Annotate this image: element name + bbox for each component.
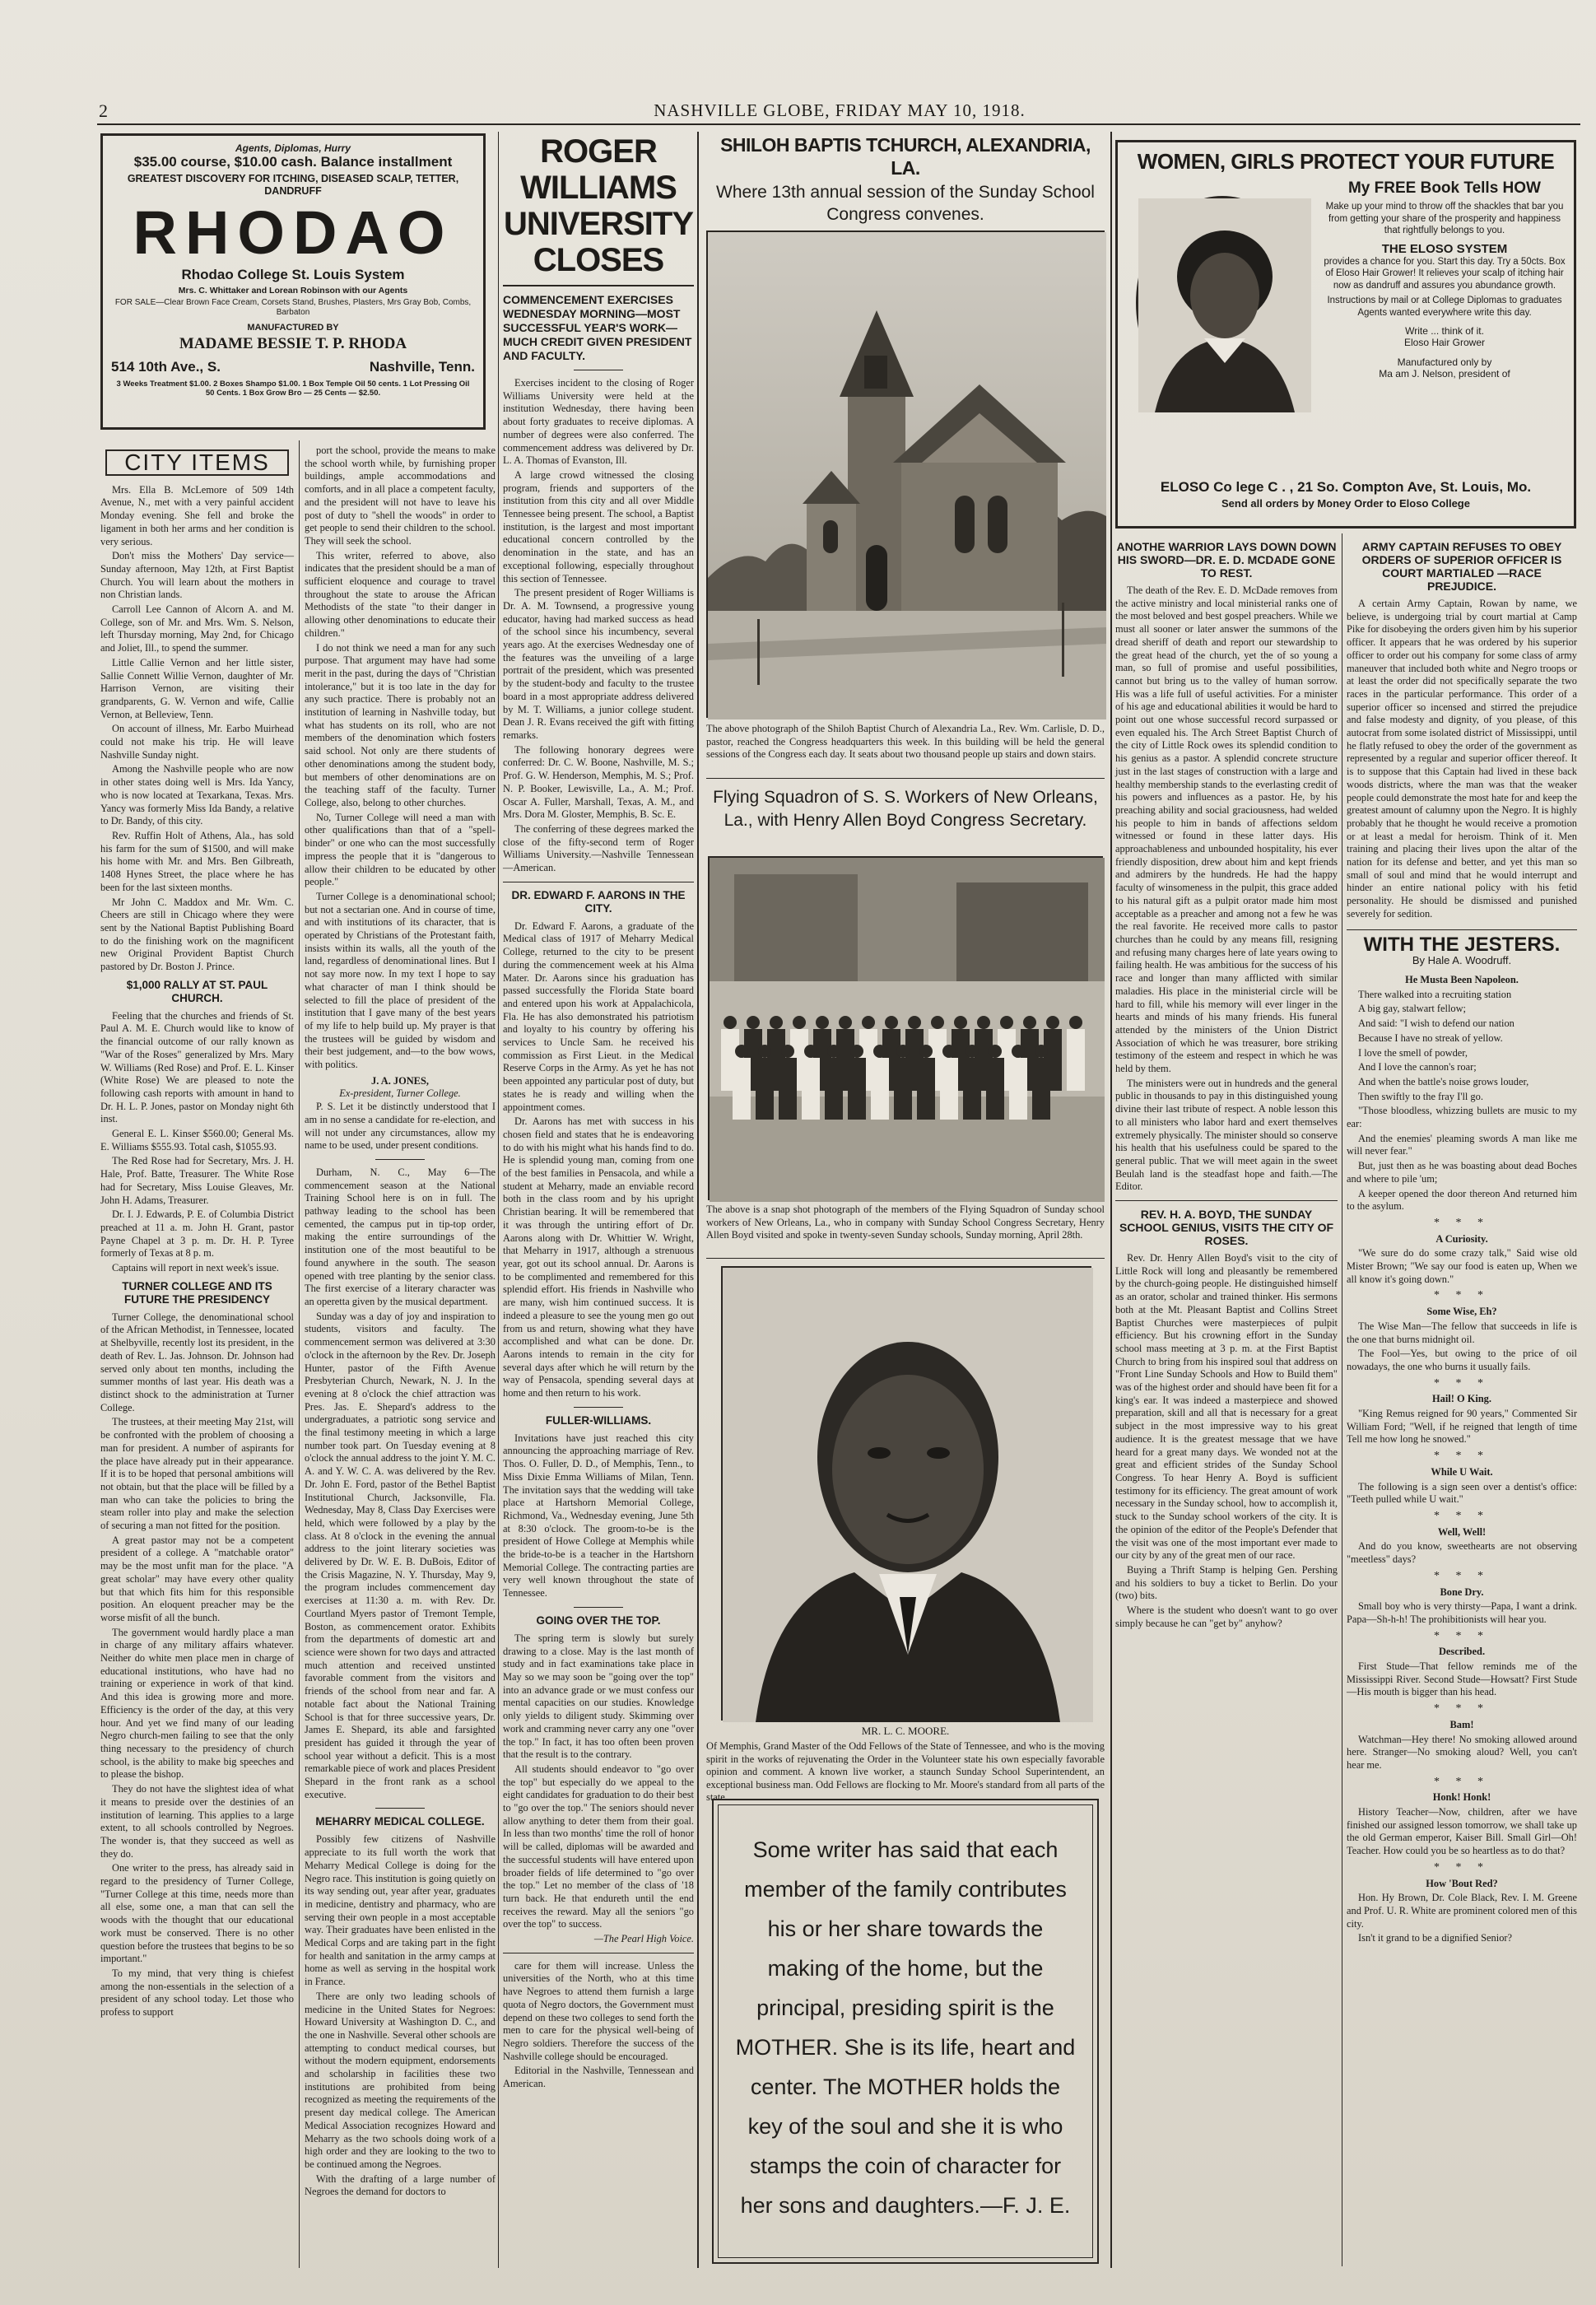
army-captain-paragraphs	[1347, 598, 1577, 921]
person-head	[908, 1016, 921, 1029]
jest-title: Bone Dry.	[1440, 1586, 1484, 1598]
eloso-body2: provides a chance for you. Start this day. Try a 50cts. Box of Eloso Hair Grower! It relieves your scalp of itching hair now as dandruff and assures you abundance growth.	[1324, 256, 1566, 291]
aarons-head: DR. EDWARD F. AARONS IN THE CITY.	[511, 888, 686, 915]
jesters-head: WITH THE JESTERS.	[1363, 933, 1561, 956]
paragraph: Editorial in the Nashville, Tennessean and American.	[503, 2065, 694, 2090]
person-head	[919, 1045, 933, 1058]
jest-line: There walked into a recruiting station	[1358, 988, 1512, 1000]
durham-paragraphs	[305, 1166, 496, 1801]
person-head	[1023, 1016, 1036, 1029]
paragraph: This writer, referred to above, also indicates that the president should be a man of sufficient eloquence and courage to travel throughout the state to arouse the African Methodists of the state "to their danger in allowing other denominations to educate their children."	[305, 549, 496, 639]
eloso-body1: Make up your mind to throw off the shackles that bar you from getting your share of the prosperity and happiness that rightfully belongs to you.	[1325, 202, 1564, 235]
paragraph: The trustees, at their meeting May 21st, will be confronted with the problem of choosing a man for president. A number of aspirants for the place have already put in their appearance. If it is to be hoped that personal ambitions will not obtain, but that the place will be filled by a man who can take the policies to bring the steam roller into play and make the selection of securing a man not fitted for the position.	[100, 1416, 294, 1532]
person-head	[1012, 1045, 1025, 1058]
paragraph: I do not think we need a man for any such purpose. That argument may have had some merit in the past, during the days of "Christian intolerance," but it is too late in the day for any such practice. There is probably not an institution of learning in Nashville today, but what has students on its roll, who are not members of the denomination which fosters said school. Not only are there students of other denominations among the student body, but members of other denominations are on the teaching staff of the faculty. Turner College, also, belong to other churches.	[305, 641, 496, 808]
turner-head: TURNER COLLEGE AND ITS FUTURE THE PRESIDENCY	[122, 1279, 272, 1306]
woman-portrait-illustration	[1138, 198, 1311, 412]
turner-paragraphs	[100, 1311, 294, 2019]
jest-line: "We sure do do some crazy talk," Said wise old Mister Brown; "We say our food is eaten up, When we all know it's going down."	[1347, 1247, 1577, 1285]
rhodao-college: Rhodao College St. Louis System	[181, 266, 405, 282]
jest-line: "King Remus reigned for 90 years," Commented Sir William Ford; "Well, if he reigned that length of time Tell me how long he snowed."	[1347, 1408, 1577, 1446]
page-number: 2	[99, 100, 109, 121]
eloso-mfg: Manufactured only by	[1397, 356, 1492, 368]
person-head	[931, 1016, 944, 1029]
shiloh-caption: The above photograph of the Shiloh Baptist Church of Alexandria La., Rev. Wm. Carlisle, D. D., pastor, reached the Congress headquarters this week. In this building will be held the general sessions of the Congress each day. It seats about two thousand people up stairs and down stairs.	[706, 723, 1105, 760]
jest-line: But, just then as he was boasting about dead Boches and where to pile 'um;	[1347, 1160, 1577, 1185]
squadron-photo	[708, 856, 1103, 1200]
paragraph: A large crowd witnessed the closing program, friends and supporters of the institution from this city and all over Middle Tennessee being present. The school, a Baptist institution, is the largest and most important educational concern controlled by the denomination in the state, and has an exceptional following, especially throughout this section of Tennessee.	[503, 468, 694, 584]
rhodao-prices: 3 Weeks Treatment $1.00. 2 Boxes Shampo $1.00. 1 Box Temple Oil 50 cents. 1 Lot Pressing Oil 50 Cents. 1 Box Grow Bro — 25 Cents — $2.50.	[116, 379, 470, 398]
roger-williams-deck: COMMENCEMENT EXERCISES WEDNESDAY MORNING—MOST SUCCESSFUL YEAR'S WORK—MUCH CREDIT GIVEN PRESIDENT AND FACULTY.	[503, 293, 692, 362]
person-body	[940, 1058, 958, 1120]
paragraph: Among the Nashville people who are now in other states doing well is Mrs. Ida Yancy, who is now located at Texarkana, Texas. Mrs. Yancy was formerly Miss Ida Bandy, a relative to Dr. Bandy, of this city.	[100, 763, 294, 827]
jest-line: Because I have no streak of yellow.	[1358, 1031, 1503, 1044]
meharry-head: MEHARRY MEDICAL COLLEGE.	[315, 1815, 485, 1828]
person-head	[885, 1016, 898, 1029]
jest-line: And when the battle's noise grows louder,	[1358, 1075, 1529, 1087]
rally-head: $1,000 RALLY AT ST. PAUL CHURCH.	[126, 978, 268, 1004]
rhodao-manufactured: MANUFACTURED BY	[247, 322, 339, 333]
column-rule	[697, 132, 699, 2268]
separator-stars: * * *	[1434, 1216, 1490, 1229]
paragraph: Don't miss the Mothers' Day service—Sunday afternoon, May 12th, at First Baptist Church. You will learn about the mothers in non Christian lands.	[100, 550, 294, 601]
paragraph: General E. L. Kinser $560.00; General Ms. E. Williams $555.93. Total cash, $1055.93.	[100, 1128, 294, 1152]
fuller-williams-head: FULLER-WILLIAMS.	[545, 1413, 652, 1427]
person-head	[793, 1016, 806, 1029]
jest-line: I love the smell of powder,	[1358, 1046, 1468, 1059]
person-head	[770, 1016, 783, 1029]
paragraph: The ministers were out in hundreds and the general public in thousands to pay in this distinguished young divine their last tribute of respect. A noble lesson this to all ministers who labor hard and exert themselves extremely physically. The minister should so conserve his health that his usefulness could be spared to the general public. That we will meet again in the sweet Beulah land is the steadfast hope and faith.—The Editor.	[1115, 1077, 1338, 1193]
meharry-paragraphs	[305, 1833, 496, 2199]
separator-stars: * * *	[1434, 1569, 1490, 1582]
paragraph: To my mind, that very thing is chiefest among the non-essentials in the selection of a president of any school today. Let those who profess to support	[100, 1967, 294, 2019]
paragraph: There are only two leading schools of medicine in the United States for Negroes: Howard University at Washington D. C., and the one in Nashville. Several other schools are attempting to conduct medical courses, but without the modern equipment, endorsements and scholarship in facilities these two institutions are prohibited from being recognized as meeting the requirements of the present day medical college. The American Medical Association recognizes Howard and Meharry as the two schools doing work of a high order and they are looking to the two to be continued among the Negroes.	[305, 1990, 496, 2170]
person-body	[848, 1058, 866, 1120]
jest-title: Hail! O King.	[1432, 1393, 1491, 1405]
paragraph: A great pastor may not be a competent president of a college. A "matchable orator" may be the most unfit man for the place. "A great scholar" may have every other quality but that which fits him for this responsible position. An eloquent preacher may be the worse misfit of all the bunch.	[100, 1534, 294, 1623]
eloso-product: Eloso Hair Grower	[1403, 337, 1486, 348]
boyd-head: REV. H. A. BOYD, THE SUNDAY SCHOOL GENIUS, VISITS THE CITY OF ROSES.	[1119, 1208, 1334, 1248]
jest-line: Watchman—Hey there! No smoking allowed around here. Stranger—No smoking aloud? Well, you can't hear me.	[1347, 1733, 1577, 1771]
paragraph: port the school, provide the means to make the school worth while, by furnishing proper buildings, ample accommodations and comforts, and in all place a competent faculty, and the president will not have to leave his post of duty to "shell the woods" in order to get people to send their children to the school. They will seek the school.	[305, 445, 496, 547]
jest-line: The Fool—Yes, but owing to the price of oil nowadays, the one who burns it usually fails.	[1347, 1348, 1577, 1372]
paragraph: Mrs. Ella B. McLemore of 509 14th Avenue, N., met with a very painful accident Monday evening. She fell and broke the ligament in both her arms and her condition is very serious.	[100, 483, 294, 547]
paragraph: Dr. I. J. Edwards, P. E. of Columbia District preached at 11 a. m. John H. Grant, pastor Payne Chapel at 3 p. m. Dr. H. P. Tyree formerly of Texas at 8 p. m.	[100, 1208, 294, 1260]
jest-title: While U Wait.	[1431, 1465, 1493, 1478]
rhodao-address: 514 10th Ave., S.	[111, 358, 221, 375]
paragraph: No, Turner College will need a man with other qualifications than that of a "spell-binder" or one who can the most successfully impress the people that it is "dangerous to allow their children to be educated by other people."	[305, 811, 496, 888]
paragraph: The conferring of these degrees marked the close of the fifty-second term of Roger Williams University.—Nashville Tennessean—American.	[503, 822, 694, 874]
rhodao-maker: MADAME BESSIE T. P. RHODA	[179, 334, 407, 352]
jones-signature: J. A. JONES,	[371, 1074, 429, 1087]
eloso-portrait	[1136, 196, 1309, 410]
column-rule	[1110, 132, 1112, 2268]
rhodao-for-sale: FOR SALE—Clear Brown Face Cream, Corsets Stand, Brushes, Plasters, Mrs Gray Bob, Combs, Barbaton	[114, 297, 472, 317]
person-head	[862, 1016, 875, 1029]
person-body	[756, 1058, 774, 1120]
city-items-paragraphs	[100, 484, 294, 974]
masthead	[99, 100, 1580, 130]
person-head	[1046, 1016, 1059, 1029]
person-head	[977, 1016, 990, 1029]
person-head	[989, 1045, 1002, 1058]
jest-title: Well, Well!	[1437, 1525, 1487, 1538]
rhodao-brand: RHODAO	[133, 198, 454, 267]
shiloh-header	[704, 133, 1107, 226]
paragraph: Where is the student who doesn't want to go over simply because he can "get by" anyhow?	[1115, 1604, 1338, 1629]
person-body	[802, 1058, 820, 1120]
moore-caption: Of Memphis, Grand Master of the Odd Fellows of the State of Tennessee, and who is the moving spirit in the works of rejuvenating the Order in the Volunteer state his own especially favorable opinion and comment. A known live worker, a staunch Sunday School Superintendent, an exceptional business man. Odd Fellows are flocking to Mr. Moore's standard from all parts of the state.	[706, 1740, 1105, 1803]
jest-line: Then swiftly to the fray I'll go.	[1358, 1090, 1483, 1102]
eloso-write: Write ... think of it.	[1405, 325, 1484, 337]
paragraph: One writer to the press, has already said in regard to the presidency of Turner College, "Turner College at this time, needs more than all else, some one, a man that can sell the woods with the thought that our educational work must be conserved. There is no other question before the trustees that begins to be so important."	[100, 1862, 294, 1965]
separator-stars: * * *	[1434, 1510, 1490, 1522]
mcdade-head: ANOTHE WARRIOR LAYS DOWN DOWN HIS SWORD—DR. E. D. MCDADE GONE TO REST.	[1116, 540, 1337, 580]
paragraph: Little Callie Vernon and her little sister, Sallie Connett Willie Vernon, daughter of Mr. Harrison Vernon, are visiting their grandparents, G. W. Vernon and wife, Callie Vernon, at Belleview, Tenn.	[100, 656, 294, 720]
person-body	[779, 1058, 797, 1120]
person-body	[825, 1058, 843, 1120]
boyd-paragraphs	[1115, 1252, 1338, 1630]
person-body	[733, 1058, 751, 1120]
eloso-body3: Instructions by mail or at College Diplomas to graduates Agents wanted everywhere write this day.	[1327, 296, 1562, 318]
shiloh-church-photo	[706, 230, 1105, 718]
squadron-caption: The above is a snap shot photograph of the members of the Flying Squadron of Sunday school workers of New Orleans, La., who in company with Sunday School Congress Secretary, Henry Allen Boyd visited and spoke in twenty-seven Sunday schools, Sunday morning, April 28th.	[706, 1204, 1105, 1241]
column-army-jesters	[1347, 535, 1577, 2264]
person-head	[724, 1016, 737, 1029]
paragraph: Carroll Lee Cannon of Alcorn A. and M. College, son of Mr. and Mrs. Wm. S. Nelson, left Thursday morning, May 2nd, for Chicago and Joliet, Ill., to spend the summer.	[100, 603, 294, 654]
person-head	[735, 1045, 748, 1058]
paragraph: Feeling that the churches and friends of St. Paul A. M. E. Church would like to know of the financial outcome of our rally known as "War of the Roses" generalized by Mrs. Mary W. Williams (Red Rose) and Prof. E. L. Kinser (White Rose) We are pleased to note the following cash reports with amount in hand to Dr. H. L. P. Jones, pastor on Monday night 6th inst.	[100, 1009, 294, 1125]
person-head	[954, 1016, 967, 1029]
paragraph: The Red Rose had for Secretary, Mrs. J. H. Hale, Prof. Batte, Treasurer. The White Rose had for Secretary, Miss Louise Gleaves, Mr. John H. Adams, Treasurer.	[100, 1155, 294, 1206]
paragraph: The spring term is slowly but surely drawing to a close. May is the last month of study and in fact examinations take place in May so we may soon be "going over the top" into an advance grade or we must confess our mental capacities on our studies. Knowledge only yields to diligent study. Skimming over work and cramming never carry any one "over the top." In fact, it has too often been proven that the result is to the contrary.	[503, 1632, 694, 1761]
person-body	[894, 1058, 912, 1120]
rhodao-city: Nashville, Tenn.	[369, 358, 475, 375]
jest-line: And said: "I wish to defend our nation	[1358, 1017, 1515, 1030]
column-roger-williams	[503, 133, 694, 2265]
jest-line: Small boy who is very thirsty—Papa, I want a drink. Papa—Sh-h-h! The prohibitionists will hear you.	[1347, 1600, 1577, 1625]
person-body	[963, 1058, 981, 1120]
paragraph: All students should endeavor to "go over the top" but especially do we appeal to the eight candidates for graduation to do their best to "go over the top." The seniors should never allow anything to deter them from their goal. In less than two months' time the roll of honor will be called, diplomas will be awarded and the successful students will have entered upon broader fields of life determined to "go over the top." Let no member of the class of '18 turn back. He that endureth until the end receives the reward. May all the seniors "go over the top" to success.	[503, 1763, 694, 1930]
person-body	[1009, 1058, 1027, 1120]
separator-stars: * * *	[1434, 1860, 1490, 1874]
jest-title: A Curiosity.	[1435, 1232, 1488, 1245]
shiloh-subhead: Where 13th annual session of the Sunday School Congress convenes.	[716, 183, 1095, 224]
mother-quote: Some writer has said that each member of the family contributes his or her share towards the making of the home, but the principal, presiding spirit is the MOTHER. She is its life, heart and center. The MOTHER holds the key of the soul and she it is who stamps the coin of character for her sons and daughters.—F. J. E.	[735, 1837, 1076, 2218]
person-head	[873, 1045, 886, 1058]
eloso-mfg-name: Ma am J. Nelson, president of	[1379, 368, 1510, 380]
paragraph: A certain Army Captain, Rowan by name, we believe, is undergoing trial by court martial at Camp Pike for disobeying the orders given him by his superior officer. It appears that he was ordered by his superior officer to order out his company for some class of army maneuver that included both white and Negro troops or at least the order did not specifically separate the two races in the particular performance. This order of a superior officer so incensed and stirred the prejudice and false modesty and dignity, of you please, of this autocrat from some isolated district of Mississippi, until he flatly refused to obey the order of the government as represented by a regular and superior officer thereof. It is to suppose that this Captain had lived in these back woods districts, where the man was that the weaker people could demonstrate the most hate for and keep the greatest amount of calumny upon the Negro. It is highly probably that he thought he would receive a promotion or at least a medal for heroism. Think of it. Men training and placing their lives upon the altar of the nation for its defense and better, and yet this man so small of soul and mind that he would interrupt and hinder an entire national policy with his fetid personality. He should be dismissed and punished severely for sedition.	[1347, 598, 1577, 920]
jones-postscript: P. S. Let it be distinctly understood that I am in no sense a candidate for re-election, and will not under any circumstances, allow my name to be used, under present conditions.	[305, 1101, 496, 1152]
jest-line: "Those bloodless, whizzing bullets are music to my ear:	[1347, 1105, 1577, 1130]
person-head	[804, 1045, 817, 1058]
paragraph: Turner College, the denominational school of the African Methodist, in Tennessee, located at Shelbyville, recently lost its president, in the death of Rev. L. Jas. Johnson. Dr. Johnson had served only about ten months, including the summer months of last year. His death was a distinct shock to the administration at Turner College.	[100, 1311, 294, 1413]
person-head	[816, 1016, 829, 1029]
paragraph: Possibly few citizens of Nashville appreciate to its full worth the work that Meharry Medical College is doing for the Negro race. This institution is going quietly on its way sending out, year after year, graduates in medicine, dentistry and pharmacy, who are serving their own people in a most acceptable way. Their graduates have been enlisted in the Medical Corps and are taking part in the fight for health and sanitation in the army camps at home as well as serving in the hospital work in France.	[305, 1833, 496, 1988]
jesters-byline: By Hale A. Woodruff.	[1412, 954, 1512, 967]
jest-title: He Musta Been Napoleon.	[1405, 973, 1519, 985]
jest-line: A big gay, stalwart fellow;	[1358, 1003, 1466, 1015]
jest-line: The following is a sign seen over a dentist's office: "Teeth pulled while U wait."	[1347, 1480, 1577, 1506]
separator-stars: * * *	[1434, 1629, 1490, 1642]
column-rule	[498, 132, 499, 2268]
jest-line: First Stude—That fellow reminds me of the Mississippi River. Second Stude—Howsatt? First Stude—His mouth is bigger than his head.	[1347, 1660, 1577, 1698]
group-illustration	[710, 858, 1105, 1202]
person-head	[1035, 1045, 1048, 1058]
masthead-title: NASHVILLE GLOBE, FRIDAY MAY 10, 1918.	[654, 100, 1026, 120]
separator-stars: * * *	[1434, 1775, 1490, 1788]
jesters-items	[1347, 974, 1577, 1945]
column-turner-meharry	[305, 445, 496, 2264]
paragraph: The government would hardly place a man in charge of any military affairs whatever. Neither do white men place men in charge of educational institutions, who have had no training or experience in work of that kind. And this idea is growing more and more. Efficiency is the order of the day, at this very hour. And yet we find many of our leading Negro church-men failing to see that the only thing necessary to the presidency of church school, is the ability to make big speeches and to please the bishop.	[100, 1626, 294, 1781]
city-items-header: CITY ITEMS	[105, 449, 289, 476]
jest-title: Honk! Honk!	[1432, 1791, 1491, 1804]
aarons-paragraphs	[503, 920, 694, 1400]
person-head	[850, 1045, 863, 1058]
jest-title: Described.	[1438, 1646, 1486, 1658]
paragraph: Durham, N. C., May 6—The commencement season at the National Training School here is on in full. The pathway leading to the school has been cemented, the campus put in tip-top order, making the entire surroundings of the institution one of the most beautiful to be found anywhere in the south. The season opened with tree planting by the senior class. The first exercise of a literary character was an operetta given by the musical department.	[305, 1166, 496, 1307]
squadron-head: Flying Squadron of S. S. Workers of New Orleans, La., with Henry Allen Boyd Congress Secretary.	[713, 788, 1098, 830]
person-body	[986, 1058, 1004, 1120]
jest-line: And do you know, sweethearts are not observing "meetless" days?	[1347, 1540, 1577, 1566]
eloso-college: ELOSO Co lege C . , 21 So. Compton Ave, St. Louis, Mo.	[1160, 479, 1532, 495]
jest-title: How 'Bout Red?	[1426, 1877, 1498, 1889]
person-head	[747, 1016, 760, 1029]
going-over-head: GOING OVER THE TOP.	[536, 1614, 661, 1627]
person-body	[1067, 1029, 1085, 1091]
rally-paragraphs	[100, 1010, 294, 1275]
person-body	[917, 1058, 935, 1120]
jest-title: Bam!	[1449, 1718, 1474, 1730]
jones-title: Ex-president, Turner College.	[339, 1087, 461, 1100]
army-captain-head: ARMY CAPTAIN REFUSES TO OBEY ORDERS OF SUPERIOR OFFICER IS COURT MARTIALED —RACE PREJUDICE.	[1361, 540, 1562, 593]
roger-williams-headline: ROGER WILLIAMS UNIVERSITY CLOSES	[503, 133, 694, 278]
meharry-continued	[503, 1960, 694, 2091]
person-body	[1032, 1058, 1050, 1120]
jest-line: History Teacher—Now, children, after we have finished our assigned lesson tomorrow, we shall take up the old German emperor, Kaiser Bill. Small Girl—Oh! Teacher. How could you be so heartless as to do that?	[1347, 1806, 1577, 1857]
paragraph: Captains will report in next week's issue.	[112, 1262, 279, 1274]
rhodao-agents-note: Mrs. C. Whittaker and Lorean Robinson with our Agents	[178, 286, 408, 296]
jest-line: And the enemies' pleaming swords A man like me will never fear."	[1347, 1132, 1577, 1157]
person-head	[1000, 1016, 1013, 1029]
person-head	[896, 1045, 910, 1058]
jest-line: Isn't it grand to be a dignified Senior?	[1358, 1932, 1513, 1944]
person-head	[1069, 1016, 1082, 1029]
paragraph: Dr. Edward F. Aarons, a graduate of the Medical class of 1917 of Meharry Medical College, returned to the city to be present during the commencement week at his Alma Mater. Dr. Aarons since his graduation has passed successfully the Florida State board and entered upon his work at Appalachicola, Fla. He has also demonstrated his patriotism and loyalty to his country by offering his services to Uncle Sam. he received his commission as First Lieut. in the Medical Reserve Corps in the Army. As yet he has not been appointed any particular post of duty, but states he is ready and willing when the appointment comes.	[503, 920, 694, 1113]
eloso-send: Send all orders by Money Order to Eloso College	[1221, 497, 1470, 510]
eloso-system: THE ELOSO SYSTEM	[1381, 241, 1508, 256]
masthead-rule	[97, 123, 1580, 125]
rhodao-ad	[100, 133, 486, 430]
paragraph: They do not have the slightest idea of what it means to preside over the destinies of an institution of learning. This applies to a large extent, to all schools controlled by Negroes. The wonder is, that they succeed as well as they do.	[100, 1783, 294, 1860]
eloso-headline: WOMEN, GIRLS PROTECT YOUR FUTURE	[1137, 149, 1555, 174]
paragraph: Exercises incident to the closing of Roger Williams University were held at the institution Wednesday, there having been about forty graduates to receive diplomas. A number of degrees were also conferred. The commencement address was delivered by Dr. L. A. Thomas of Evanston, Ill.	[503, 377, 694, 467]
person-head	[758, 1045, 771, 1058]
separator-stars: * * *	[1434, 1376, 1490, 1390]
shiloh-head: SHILOH BAPTIS TCHURCH, ALEXANDRIA, LA.	[720, 134, 1091, 179]
paragraph: The death of the Rev. E. D. McDade removes from the active ministry and local ministerial ranks one of the most beloved and best gospel preachers. While we must all sooner or later answer the summons of the dread sheriff of death and report our stewardship to the great head of the church, yet the of so young a man, so full of promise and useful possibilities, cannot but bring us to the valley of human sorrow. His was a life full of useful activities. For a minister of his age and educational abilities it would be hard to point out one whose successful record surpassed or even equaled his. The Arch Street Baptist Church of the city of Little Rock owes its splendid condition to his genius as a pastor. A splendid concrete structure just in the last stages of construction with a large and healthy membership stands to the everlasting credit of his powers and influences as a pastor. He, by his preaching ability and social graciousness, had welded his people to him in bands of affections seldom witnessed or found in these latter days. His approachableness and unbounded hospitality, his ever friendly disposition, drew about him and kept friends and admirers by the hundreds. He had the happy faculty of winsomeness in the pulpit, this grace added to his natural gift as a pulpit orator made him most acceptable as a preacher and among not a few he was the real favorite. He received more calls to pastor churches than he could by any means fill, resigning and refusing many charges here of late years owing to failing health. He was ambitious for the success of his race and longer than many afflicted with similar maladies. His place in the ministerial circle will be hard to fill, while his memory will ever linger in the hearts and minds of his many friends. His funeral attended by the ministers of the Union District Association of which he was treasurer, bore striking testimony of the esteem and respect in which he was held by them.	[1115, 584, 1338, 1075]
paragraph: The following honorary degrees were conferred: Dr. C. W. Boone, Nashville, M. S.; Prof. G. W. Henderson, Memphis, M. S.; Prof. N. P. Booker, Lewisville, La., A. M.; Prof. Oscar A. Fuller, Marshall, Texas, A. M., and Mrs. Dora M. Gloster, Memphis, B. Sc. E.	[503, 743, 694, 821]
going-over-paragraphs	[503, 1632, 694, 1931]
jest-line: The Wise Man—The fellow that succeeds in life is the one that burns midnight oil.	[1347, 1320, 1577, 1345]
paragraph: Turner College is a denominational school; but not a sectarian one. And in course of time, and with institutions of its character, that is operated by Christians of the Protestant faith, insists within its walls, all the youth of the land, regardless of denominational lines. But I not say more now. In my text I hope to say what character of man I think should be selected to fill the place of president of the institution that I gave many of the best years of my life to help build up. My prayer is that the trustees will be guided by wisdom and their best judgement, and—to the bow wows, with politics.	[305, 890, 496, 1071]
mother-quote-box	[712, 1799, 1099, 2264]
mcdade-paragraphs	[1115, 584, 1338, 1194]
eloso-ad	[1115, 140, 1576, 529]
paragraph: Dr. Aarons has met with success in his chosen field and states that he is endeavoring to do with his might what his hands find to do. He is splendid young man, coming from one of the best families in Pensacola, and while a student at Meharry, made an enviable record both in the class room and by his upright Christian bearing. It will be remembered that it was through the untiring effort of Dr. Aarons along with Dr. Whittier W. Wright, that Meharry in 1917, although a strenuous year, got out its school annual. Dr. Aarons is to be complimented and remembered for this splendid effort. His friends in Nashville who are many, wish him continued success. It is indeed a pleasure to see the young men go out from us and return, showing what they have accomplished and what can be done. Dr. Aarons intends to remain in the city for several days after which he will return by the way of Pensacola, spending several days at home and then return to his work.	[503, 1115, 694, 1399]
roger-williams-paragraphs	[503, 377, 694, 875]
person-head	[966, 1045, 979, 1058]
person-head	[839, 1016, 852, 1029]
separator-stars: * * *	[1434, 1289, 1490, 1302]
moore-portrait	[721, 1266, 1091, 1721]
rhodao-agents: Agents, Diplomas, Hurry	[235, 142, 351, 154]
eloso-book: My FREE Book Tells HOW	[1347, 179, 1541, 197]
moore-name: MR. L. C. MOORE.	[861, 1725, 950, 1737]
person-body	[871, 1058, 889, 1120]
paragraph: With the drafting of a large number of Negroes the demand for doctors to	[305, 2172, 496, 2198]
jest-line: And I love the cannon's roar;	[1358, 1061, 1477, 1073]
portrait-illustration	[723, 1268, 1093, 1722]
person-head	[942, 1045, 956, 1058]
column-city-items	[100, 445, 294, 2264]
paragraph: The present president of Roger Williams is Dr. A. M. Townsend, a progressive young educator, having had marked success as head of the school since his incumbency, several years ago. At the exercises Wednesday one of the features was the unveiling of a large portrait of the president, which was presented by the student-body and faculty to the trustee board in a most appropriate address delivered by M. T. Williams, a junior college student. Dean J. R. Evans received the gift with fitting remarks.	[503, 587, 694, 741]
turner-continued	[305, 445, 496, 1072]
column-rule	[299, 440, 300, 2268]
paragraph: Sunday was a day of joy and inspiration to students, visitors and faculty. The commencement sermon was delivered at 3:30 o'clock in the afternoon by the Rev. Dr. Joseph Hunter, pastor of the Fifth Avenue Presbyterian Church, Newark, N. J. In the evening at 8 o'clock the chief attraction was Pres. Jas. E. Shepard's address to the undergraduates, a patriotic song service and the final testimony meeting in which a large number took part. On Tuesday evening at 8 o'clock the annual address to the joint Y. M. C. A. and Y. W. C. A. was delivered by the Rev. Dr. John E. Ford, pastor of the Bethel Baptist Institutional Church, Jacksonville, Fla. Wednesday, May 8, Class Day Exercises were held, which were followed by a play by the class. At 8 o'clock in the evening the annual address to the joint literary societies was delivered by Dr. W. E. B. DuBois, Editor of the Crisis Magazine, N. Y. Thursday, May 9, the program includes commencement day exercises at 11:30 a. m. with Rev. Dr. Courtland Myers pastor of Tremont Temple, Boston, as commencement orator. Exhibits from the departments of domestic art and science were shown for two days and attracted much attention and received unstinted favorable comment from the visitors and friends of the school from near and far. A notable fact about the National Training School is that for three successive years, Dr. James E. Shepard, its able and farsighted president has guided it through the year of school year without a deficit. This is a most remarkable piece of work and places President Shepard in the front rank as a school executive.	[305, 1310, 496, 1800]
jest-line: Hon. Hy Brown, Dr. Cole Black, Rev. I. M. Greene and Prof. U. R. White are prominent colored men of this city.	[1347, 1892, 1577, 1930]
fuller-williams-paragraph: Invitations have just reached this city announcing the approaching marriage of Rev. Thos. O. Fuller, D. D., of Memphis, Tenn., to Miss Dixie Emma Williams of Milan, Tenn. The invitation says that the wedding will take place at Hartshorn Memorial College, Richmond, Va., Wednesday evening, June 5th at 8:30 o'clock. The groom-to-be is the president of Howe College at Memphis while the bride-to-be is a teacher in the Hartshorn Memorial College. The contracting parties are very well known throughout the state of Tennessee.	[503, 1432, 694, 1600]
paragraph: Rev. Dr. Henry Allen Boyd's visit to the city of Little Rock will long and pleasantly be remembered by the church-going people. He distinguished himself as an orator, scholar and trained thinker. His sermons both at the Mt. Pleasant Baptist and Collins Street Baptist Churches were masterpieces of pulpit efficiency. But his crowning effort in the Sunday school mass meeting at 3 p. m. at the First Baptist Church to bring from his inspired soul that address on "Front Line Sunday Schools and How to Build them" was of the highest order and should have been fit for a king's ear. It was indeed a masterpiece and showed preparation, skill and all that is necessary for a great subject in the most impressive way to his great audience. It is the greatest message that we have heard for a great many days. We wonded not at the great and efficient strides of the Sunday School Congress. To hear Henry A. Boyd is sufficient testimony for its efficiency. The great amount of work necessary in the Sunday school, how to accomplish it, stuck to the Sunday school workers of the city. It is the opinion of the editor of the People's Defender that the visit was one of the most important ever made to our city by any of the great men of our race.	[1115, 1252, 1338, 1562]
rhodao-offer: $35.00 course, $10.00 cash. Balance installment	[133, 154, 453, 170]
jest-title: Some Wise, Eh?	[1426, 1306, 1497, 1318]
jest-line: A keeper opened the door thereon And returned him to the asylum.	[1347, 1187, 1577, 1213]
rhodao-tagline: GREATEST DISCOVERY FOR ITCHING, DISEASED SCALP, TETTER, DANDRUFF	[127, 172, 459, 197]
paragraph: Rev. Ruffin Holt of Athens, Ala., has sold his farm for the sum of $1500, and will make his home with Mr. and Mrs. Ben Gilbreath, 1408 Hynes Street, the place where he has been for the last sixteen months.	[100, 829, 294, 893]
church-illustration	[708, 232, 1106, 719]
separator-stars: * * *	[1434, 1450, 1490, 1463]
separator-stars: * * *	[1434, 1702, 1490, 1716]
column-mcdade-boyd	[1115, 535, 1338, 2264]
paragraph: On account of illness, Mr. Earbo Muirhead could not make his trip. He will leave Nashville Sunday night.	[100, 723, 294, 761]
paragraph: care for them will increase. Unless the universities of the North, who at this time have Negroes to attend them furnish a large quota of Negro doctors, the Government must depend on these two colleges to send forth the men to care for the physical well-being of Negro soldiers. Therefore the success of the Nashville college should be encouraged.	[503, 1959, 694, 2062]
paragraph: Mr John C. Maddox and Mr. Wm. C. Cheers are still in Chicago where they were sent by the National Baptist Publishing Board to do the finishing work on the magnificent new Original Provident Baptist Church pastored by Dr. Boston J. Prince.	[100, 896, 294, 973]
going-over-sign: —The Pearl High Voice.	[593, 1933, 694, 1945]
paragraph: Buying a Thrift Stamp is helping Gen. Pershing and his soldiers to buy a ticket to Berlin. Do your (two) bits.	[1115, 1563, 1338, 1602]
person-head	[827, 1045, 840, 1058]
person-head	[781, 1045, 794, 1058]
